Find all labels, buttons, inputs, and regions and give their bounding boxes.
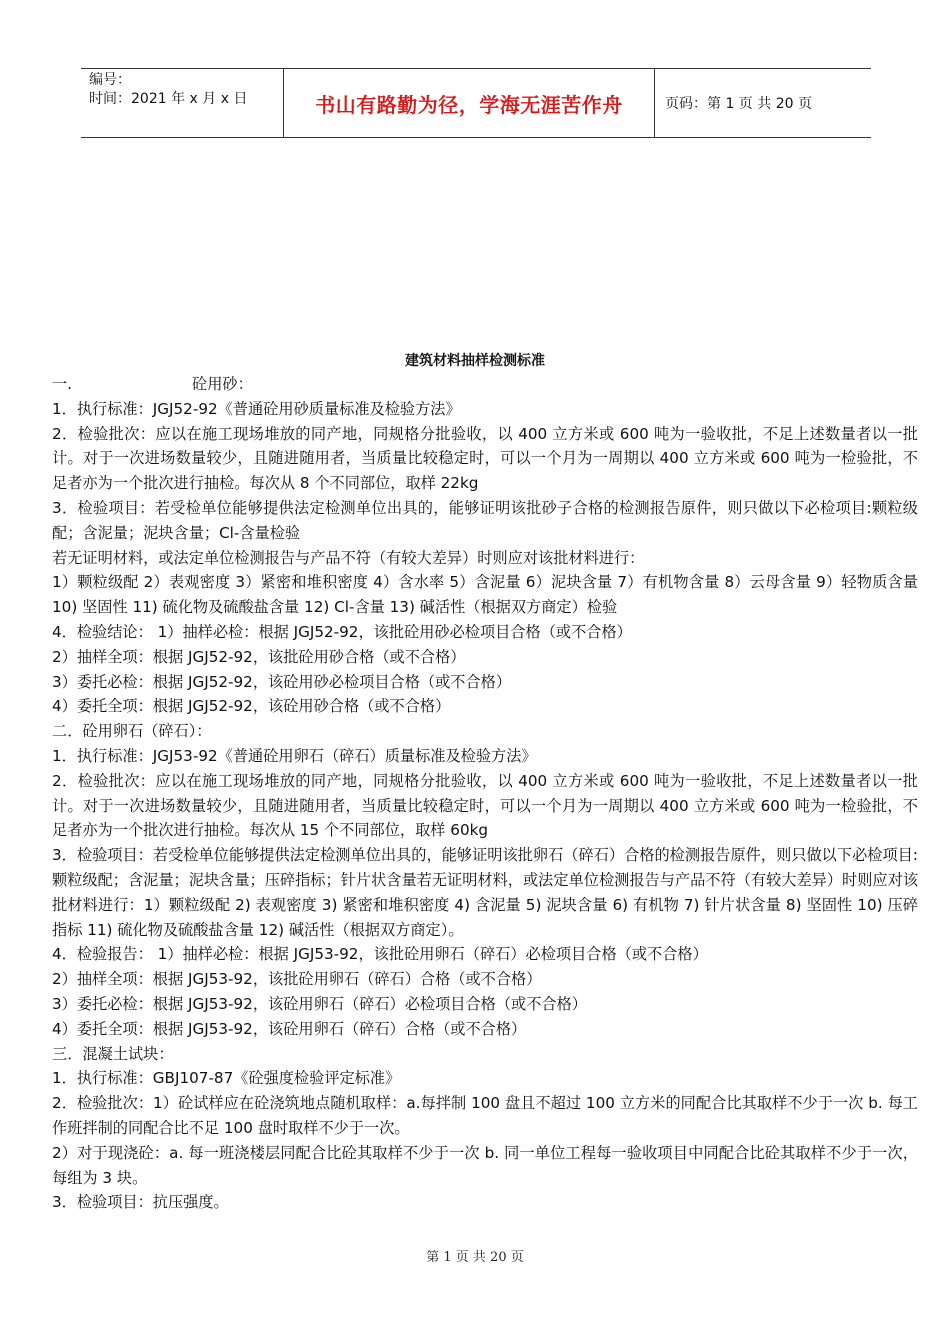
paragraph: 3）委托必检：根据 JGJ52-92，该砼用砂必检项目合格（或不合格） xyxy=(52,672,512,691)
document-body xyxy=(52,372,918,1215)
header-motto: 书山有路勤为径，学海无涯苦作舟 xyxy=(283,69,655,137)
paragraph: 1）颗粒级配 2）表观密度 3）紧密和堆积密度 4）含水率 5）含泥量 6）泥块含量 7）有机物含量 8）云母含量 9）轻物质含量 10) 坚固性 11) 硫化物及硫酸盐含量 12) Cl-含量 13) 碱活性（根据双方商定）检验 xyxy=(52,573,918,617)
section-heading: 二．砼用卵石（碎石）： xyxy=(52,722,212,741)
paragraph: 3．检验项目：抗压强度。 xyxy=(52,1193,229,1212)
paragraph: 若无证明材料，或法定单位检测报告与产品不符（有较大差异）时则应对该批材料进行： xyxy=(52,548,645,567)
paragraph: 2．检验批次：应以在施工现场堆放的同产地，同规格分批验收，以 400 立方米或 600 吨为一验收批，不足上述数量者以一批计。对于一次进场数量较少，且随进随用者，当质量比较稳定时，可以一个月为一周期以 400 立方米或 600 吨为一检验批，不足者亦为一个批次进行抽检。每次从 15 个不同部位，取样 60kg xyxy=(52,771,918,840)
paragraph: 4．检验结论： 1）抽样必检：根据 JGJ52-92，该批砼用砂必检项目合格（或不合格） xyxy=(52,622,632,641)
document-number-label: 编号： xyxy=(89,72,131,88)
header-page-info: 页码：第 1 页 共 20 页 xyxy=(665,96,812,112)
paragraph: 1．执行标准：JGJ52-92《普通砼用砂质量标准及检验方法》 xyxy=(52,399,461,418)
paragraph: 2．检验批次：1）砼试样应在砼浇筑地点随机取样：a.每拌制 100 盘且不超过 100 立方米的同配合比其取样不少于一次 b. 每工作班拌制的同配合比不足 100 盘时取样不少于一次。 xyxy=(52,1094,918,1137)
section-number: 一. xyxy=(52,375,73,393)
section-heading xyxy=(52,372,918,397)
section-title: 砼用砂： xyxy=(192,375,253,393)
document-date: 时间：2021 年 x 月 x 日 xyxy=(89,91,248,107)
paragraph: 3）委托必检：根据 JGJ53-92，该砼用卵石（碎石）必检项目合格（或不合格） xyxy=(52,994,587,1013)
paragraph: 4）委托全项：根据 JGJ53-92，该砼用卵石（碎石）合格（或不合格） xyxy=(52,1019,527,1038)
page-footer: 第 1 页 共 20 页 xyxy=(426,1250,524,1265)
document-title: 建筑材料抽样检测标准 xyxy=(405,353,545,369)
paragraph: 2．检验批次：应以在施工现场堆放的同产地，同规格分批验收，以 400 立方米或 600 吨为一验收批，不足上述数量者以一批计。对于一次进场数量较少，且随进随用者，当质量比较稳定时，可以一个月为一周期以 400 立方米或 600 吨为一检验批，不足者亦为一个批次进行抽检。每次从 8 个不同部位，取样 22kg xyxy=(52,424,918,493)
section-heading: 三．混凝土试块： xyxy=(52,1044,174,1063)
paragraph: 1．执行标准：JGJ53-92《普通砼用卵石（碎石）质量标准及检验方法》 xyxy=(52,746,537,765)
paragraph: 3．检验项目：若受检单位能够提供法定检测单位出具的，能够证明该批砂子合格的检测报告原件，则只做以下必检项目:颗粒级配；含泥量；泥块含量；Cl-含量检验 xyxy=(52,498,918,542)
paragraph: 2）对于现浇砼：a. 每一班浇楼层同配合比砼其取样不少于一次 b. 同一单位工程每一验收项目中同配合比砼其取样不少于一次，每组为 3 块。 xyxy=(52,1143,918,1187)
paragraph: 4）委托全项：根据 JGJ52-92，该砼用砂合格（或不合格） xyxy=(52,697,451,716)
header-meta xyxy=(81,69,283,137)
paragraph: 1．执行标准：GBJ107-87《砼强度检验评定标准》 xyxy=(52,1069,401,1088)
document-header xyxy=(81,68,871,138)
paragraph: 4．检验报告： 1）抽样必检：根据 JGJ53-92，该批砼用卵石（碎石）必检项目合格（或不合格） xyxy=(52,945,708,964)
paragraph: 2）抽样全项：根据 JGJ53-92，该批砼用卵石（碎石）合格（或不合格） xyxy=(52,970,542,989)
paragraph: 2）抽样全项：根据 JGJ52-92，该批砼用砂合格（或不合格） xyxy=(52,647,466,666)
paragraph: 3．检验项目：若受检单位能够提供法定检测单位出具的，能够证明该批卵石（碎石）合格的检测报告原件，则只做以下必检项目:颗粒级配；含泥量；泥块含量；压碎指标；针片状含量若无证明材料，或法定单位检测报告与产品不符（有较大差异）时则应对该批材料进行：1）颗粒级配 2) 表观密度 3) 紧密和堆积密度 4) 含泥量 5) 泥块含量 6) 有机物 7) 针片状含量 8) 坚固性 10) 压碎指标 11) 硫化物及硫酸盐含量 12) 碱活性（根据双方商定）。 xyxy=(52,846,918,939)
